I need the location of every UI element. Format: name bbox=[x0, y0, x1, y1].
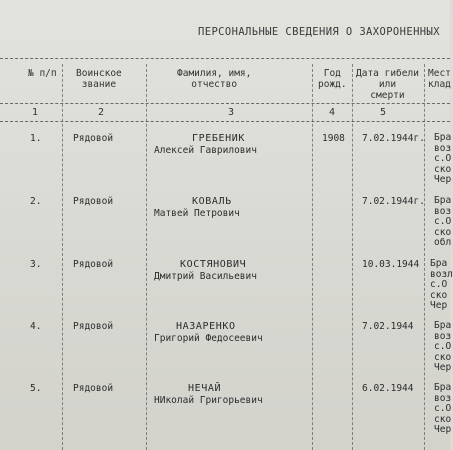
row-burial-place bbox=[434, 133, 451, 186]
place-line: Чер bbox=[434, 424, 452, 435]
row-surname: НАЗАРЕНКО bbox=[176, 321, 236, 332]
row-burial-place bbox=[434, 196, 451, 249]
row-given-names: Алексей Гаврилович bbox=[154, 145, 257, 156]
row-surname: НЕЧАЙ bbox=[188, 383, 222, 394]
column-number: 5 bbox=[380, 107, 387, 118]
place-line: воз bbox=[434, 330, 452, 342]
place-line: с.О bbox=[434, 216, 452, 227]
row-death-date: 7.02.1944г. bbox=[362, 133, 425, 144]
row-given-names: Григорий Федосеевич bbox=[154, 333, 263, 344]
column-divider bbox=[352, 64, 353, 450]
header-death-date-line: смерти bbox=[370, 90, 405, 101]
header-death-date-line: Дата гибели bbox=[356, 68, 419, 79]
place-line: Чер bbox=[434, 362, 452, 373]
place-line: Чер bbox=[430, 300, 448, 311]
column-number: 3 bbox=[228, 107, 235, 118]
row-number: 3. bbox=[30, 259, 42, 270]
place-line: ско bbox=[434, 163, 452, 175]
row-burial-place bbox=[434, 383, 451, 436]
column-divider bbox=[312, 64, 313, 450]
row-given-names: Дмитрий Васильевич bbox=[154, 271, 257, 282]
row-given-names: НИколай Григорьевич bbox=[154, 395, 263, 406]
column-divider bbox=[424, 64, 425, 450]
place-line: Чер bbox=[434, 174, 452, 185]
header-name bbox=[177, 68, 251, 90]
row-number: 5. bbox=[30, 383, 42, 394]
row-number: 2. bbox=[30, 196, 42, 207]
place-line: Бра bbox=[434, 195, 452, 206]
header-rank bbox=[76, 68, 122, 90]
row-burial-place bbox=[430, 259, 453, 312]
document-title: ПЕРСОНАЛЬНЫЕ СВЕДЕНИЯ О ЗАХОРОНЕННЫХ bbox=[198, 26, 440, 38]
row-rank: Рядовой bbox=[73, 321, 114, 332]
row-death-date: 10.03.1944 bbox=[362, 259, 420, 270]
header-burial-place bbox=[428, 68, 451, 90]
row-surname: ГРЕБЕНИК bbox=[192, 133, 245, 144]
place-line: с.О bbox=[430, 279, 448, 290]
header-birth-year-line: Год bbox=[323, 68, 341, 79]
place-line: воз bbox=[434, 392, 452, 404]
row-rank: Рядовой bbox=[73, 196, 114, 207]
table-top-rule bbox=[0, 58, 450, 59]
place-line: с.О bbox=[434, 153, 452, 164]
row-rank: Рядовой bbox=[73, 383, 114, 394]
header-name-line: Фамилия, имя, bbox=[177, 68, 252, 79]
place-line: с.О bbox=[434, 403, 452, 414]
row-burial-place bbox=[434, 321, 451, 374]
header-birth-year bbox=[318, 68, 347, 90]
header-bottom-rule bbox=[0, 103, 450, 104]
place-line: воз bbox=[434, 205, 452, 217]
header-death-date-line: или bbox=[378, 79, 397, 90]
place-line: ско bbox=[434, 413, 452, 425]
header-name-line: отчество bbox=[191, 79, 238, 90]
place-line: Бра bbox=[434, 382, 452, 393]
place-line: Бра bbox=[430, 258, 448, 269]
column-number: 2 bbox=[98, 107, 105, 118]
place-line: воз bbox=[434, 142, 452, 154]
row-number: 1. bbox=[30, 133, 42, 144]
place-line: обл bbox=[434, 237, 452, 248]
header-death-date bbox=[356, 68, 419, 101]
header-birth-year-line: рожд. bbox=[318, 79, 347, 90]
row-death-date: 6.02.1944 bbox=[362, 383, 414, 394]
row-given-names: Матвей Петрович bbox=[154, 208, 240, 219]
place-line: ско bbox=[430, 289, 448, 301]
row-rank: Рядовой bbox=[73, 259, 114, 270]
column-numbers-rule bbox=[0, 121, 450, 122]
row-number: 4. bbox=[30, 321, 42, 332]
place-line: возл bbox=[430, 268, 453, 280]
row-surname: КОВАЛЬ bbox=[192, 196, 232, 207]
place-line: Бра bbox=[434, 132, 452, 143]
place-line: Бра bbox=[434, 320, 452, 331]
row-surname: КОСТЯНОВИЧ bbox=[180, 259, 247, 270]
row-death-date: 7.02.1944 bbox=[362, 321, 414, 332]
header-rank-line: звание bbox=[81, 79, 117, 90]
column-divider bbox=[62, 64, 63, 450]
row-rank: Рядовой bbox=[73, 133, 114, 144]
header-burial-place-line: Мест bbox=[428, 68, 451, 79]
place-line: ско bbox=[434, 226, 452, 238]
header-burial-place-line: клад bbox=[428, 79, 451, 90]
column-number: 1 bbox=[32, 107, 39, 118]
row-birth-year: 1908 bbox=[322, 133, 345, 144]
column-number: 4 bbox=[329, 107, 336, 118]
place-line: ско bbox=[434, 351, 452, 363]
header-number: № п/п bbox=[28, 68, 57, 79]
header-rank-line: Воинское bbox=[76, 68, 122, 79]
column-divider bbox=[146, 64, 147, 450]
place-line: с.О bbox=[434, 341, 452, 352]
row-death-date: 7.02.1944г. bbox=[362, 196, 425, 207]
